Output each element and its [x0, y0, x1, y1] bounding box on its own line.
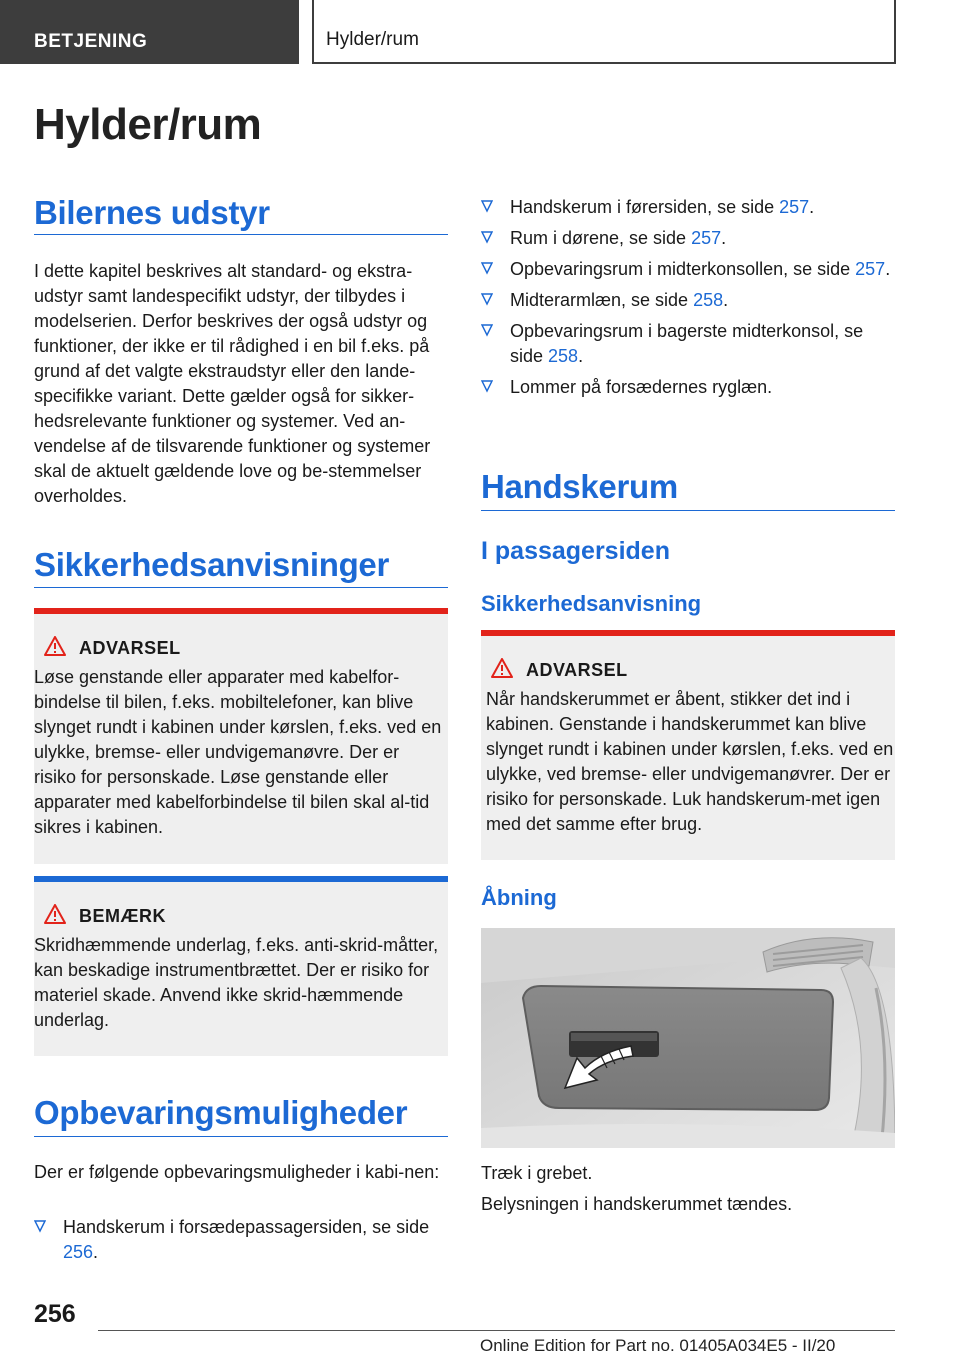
warning-bar	[34, 608, 448, 614]
list-item-end: .	[809, 197, 815, 217]
list-item	[481, 288, 895, 313]
page-link[interactable]: 258	[693, 290, 724, 310]
heading-handskerum: Handskerum	[481, 468, 678, 505]
warning-text: Når handskerummet er åbent, stikker det ind i kabinen. Genstande i handskerummet kan blive slynget rundt i kabinen under kørslen, f.eks. ved en ulykke, ved bremse- eller undvigemanøvrer. Der er risiko for personskade. Luk handskerum-met igen med det samme efter brug.	[486, 689, 894, 834]
list-item	[481, 257, 895, 282]
heading-sikkerhedsanvisninger: Sikkerhedsanvisninger	[34, 546, 390, 583]
step-pull-handle: Træk i grebet.	[481, 1163, 593, 1183]
footer-rule	[98, 1330, 895, 1331]
list-item	[481, 319, 895, 369]
warning-title: ADVARSEL	[526, 660, 628, 680]
triangle-bullet-icon	[481, 323, 493, 337]
header-section: BETJENING	[0, 0, 299, 64]
notice-text: Skridhæmmende underlag, f.eks. anti-skrid-måtter, kan beskadige instrumentbrættet. Der er risiko for materiel skade. Anvend ikke skrid-hæmmende underlag.	[34, 935, 439, 1030]
list-item-end: .	[93, 1242, 99, 1262]
warning-box-glovebox	[481, 630, 895, 860]
warning-bar	[481, 630, 895, 636]
notice-triangle-icon	[44, 904, 66, 924]
warning-triangle-icon	[44, 636, 66, 656]
triangle-bullet-icon	[34, 1219, 46, 1233]
triangle-bullet-icon	[481, 230, 493, 244]
heading-rule	[34, 234, 448, 235]
page-link[interactable]: 257	[691, 228, 722, 248]
notice-box	[34, 876, 448, 1056]
page-link[interactable]: 258	[548, 346, 579, 366]
list-item-text: Opbevaringsrum i midterkonsollen, se side	[510, 259, 856, 279]
triangle-bullet-icon	[481, 261, 493, 275]
header-chapter: Hylder/rum	[312, 0, 896, 64]
opbevaring-list-right	[481, 195, 895, 406]
heading-aabning: Åbning	[481, 885, 557, 910]
opbevaring-intro: Der er følgende opbevaringsmuligheder i kabi-nen:	[34, 1162, 440, 1182]
list-item-text: Handskerum i førersiden, se side	[510, 197, 780, 217]
list-item-text: Handskerum i forsædepassagersiden, se side	[63, 1217, 430, 1237]
glovebox-photo	[481, 928, 895, 1148]
warning-triangle-icon	[491, 658, 513, 678]
list-item	[481, 375, 895, 400]
opbevaring-list-left	[34, 1215, 448, 1265]
list-item	[481, 195, 895, 220]
notice-title: BEMÆRK	[79, 906, 166, 926]
triangle-bullet-icon	[481, 379, 493, 393]
warning-title: ADVARSEL	[79, 638, 181, 658]
heading-i-passagersiden: I passagersiden	[481, 537, 670, 565]
list-item	[34, 1215, 448, 1265]
page-link[interactable]: 257	[779, 197, 810, 217]
heading-rule	[34, 587, 448, 588]
footer-edition: Online Edition for Part no. 01405A034E5 - II/20	[480, 1336, 836, 1355]
page-number: 256	[34, 1300, 76, 1328]
list-item-end: .	[885, 259, 891, 279]
heading-rule	[34, 1136, 448, 1137]
notice-bar	[34, 876, 448, 882]
heading-sikkerhedsanvisning: Sikkerhedsanvisning	[481, 591, 702, 616]
page-title: Hylder/rum	[34, 100, 262, 149]
warning-box	[34, 608, 448, 864]
bilernes-body: I dette kapitel beskrives alt standard- og ekstra-udstyr samt landespecifikt udstyr, der tilbydes i modelserien. Derfor beskrives der også udstyr og funktioner, der ikke er til rådighed i en bil f.eks. på grund af det valgte ekstraudstyr eller den lande-specifikke variant. Dette gælder også for sikker-hedsrelevante funktioner og systemer. Ved an-vendelse af de tilsvarende funktioner og systemer skal de aktuelt gældende love og be-stemmelser overholdes.	[34, 261, 431, 506]
heading-opbevaringsmuligheder: Opbevaringsmuligheder	[34, 1094, 408, 1131]
triangle-bullet-icon	[481, 292, 493, 306]
list-item-end: .	[578, 346, 584, 366]
list-item-text: Rum i dørene, se side	[510, 228, 692, 248]
glovebox-illustration	[481, 928, 895, 1148]
list-item-text: Midterarmlæn, se side	[510, 290, 694, 310]
list-item-end: .	[721, 228, 727, 248]
heading-bilernes-udstyr: Bilernes udstyr	[34, 194, 270, 231]
heading-rule	[481, 510, 895, 511]
list-item-text: Lommer på forsædernes ryglæn.	[510, 377, 773, 397]
list-item-text: Opbevaringsrum i bagerste midterkonsol, se side	[510, 321, 864, 366]
step-light-on: Belysningen i handskerummet tændes.	[481, 1194, 793, 1214]
triangle-bullet-icon	[481, 199, 493, 213]
page-link[interactable]: 256	[63, 1242, 94, 1262]
warning-text: Løse genstande eller apparater med kabelfor-bindelse til bilen, f.eks. mobiltelefoner, kan blive slynget rundt i kabinen under kørslen, f.eks. ved en ulykke, bremse- eller undvigemanøvre. Der er risiko for personskade. Løse genstande eller apparater med kabelforbindelse til bilen skal al-tid sikres i kabinen.	[34, 667, 442, 837]
list-item	[481, 226, 895, 251]
list-item-end: .	[723, 290, 729, 310]
page-link[interactable]: 257	[855, 259, 886, 279]
